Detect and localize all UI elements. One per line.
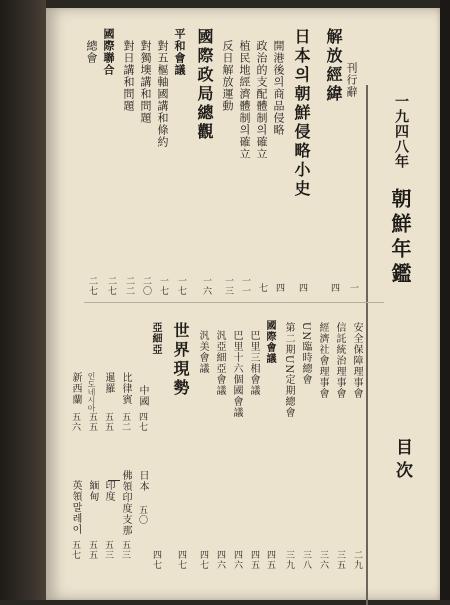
toc-entry[interactable]: 인도네시아 [87,372,96,412]
toc-section[interactable]: 國際政局總觀 [195,28,214,142]
toc-page: 三五 [335,550,345,570]
toc-page: 三九 [284,550,294,570]
toc-section[interactable]: 國際聯合 [102,28,115,76]
toc-page: 四七 [137,412,147,432]
toc-page: 五五 [103,412,113,432]
toc-entry[interactable]: 巴里十六個國會議 [231,330,242,418]
toc-page: 三八 [301,550,311,570]
toc-page: 四六 [215,550,225,570]
toc-section[interactable]: 世界現勢 [171,322,190,398]
book-spine [0,0,46,600]
toc-entry[interactable]: 印度 [103,480,114,502]
toc-page: 二七 [106,276,116,296]
toc-entry[interactable]: 安全保障理事會 [351,322,362,399]
toc-entry[interactable]: 佛領印度支那 [120,470,131,536]
toc-entry[interactable]: 總會 [85,40,98,64]
toc-page: 一 [348,283,358,293]
toc-page: 二七 [87,276,97,296]
page-edge-shadow [440,0,450,600]
toc-entry[interactable]: 開港後의商品侵略 [272,40,285,136]
toc-entry[interactable]: 信託統治理事會 [334,322,345,399]
toc-page: 五五 [87,412,97,432]
toc-entry[interactable]: 緬甸 [87,480,98,502]
toc-page: 四五 [249,550,259,570]
toc-page: 五二 [120,412,130,432]
toc-entry[interactable]: 中國 [137,385,148,407]
toc-page: 二〇 [141,276,151,296]
toc-page: 四七 [151,550,161,570]
toc-entry[interactable]: 比律賓 [120,372,131,405]
edition-year: 一九四八年 [393,94,409,169]
contents-heading: 目次 [392,438,412,484]
toc-entry[interactable]: 經濟社會理事會 [317,322,328,399]
toc-entry[interactable]: 汎美會議 [197,330,208,374]
toc-page: 三六 [318,550,328,570]
toc-page: 五三 [120,540,130,560]
toc-entry[interactable]: 汎亞細亞會議 [214,330,225,396]
toc-section[interactable]: 日本의朝鮮侵略小史 [292,28,311,199]
toc-entry[interactable]: 英領말레이 [70,480,81,535]
toc-entry[interactable]: 日本 [137,470,148,492]
toc-page: 五三 [103,540,113,560]
toc-page: 二二 [124,276,134,296]
toc-page: 四 [329,283,339,293]
toc-entry[interactable]: 新西蘭 [70,372,81,405]
toc-page: 五六 [70,412,80,432]
toc-entry[interactable]: 對五樞軸國講和條約 [156,40,169,148]
toc-entry[interactable]: 暹羅 [103,372,114,394]
toc-section[interactable]: 亞細亞 [150,322,161,355]
toc-page: 一七 [176,276,186,296]
toc-entry[interactable]: 政治的支配體制의確立 [255,40,268,160]
toc-entry[interactable]: 刊行辭 [345,62,358,98]
toc-section[interactable]: 平和會議 [173,28,186,76]
toc-page: 一六 [201,276,211,296]
toc-page: 一七 [158,276,168,296]
toc-page: 一三 [223,276,233,296]
toc-entry[interactable]: 巴里三相會議 [248,330,259,396]
book-title: 朝鮮年鑑 [388,188,412,288]
toc-entry[interactable]: 第二期UN定期總會 [283,322,294,419]
toc-section[interactable]: 國際會議 [264,320,275,364]
toc-page: 七 [257,283,267,293]
section-divider [84,302,384,303]
toc-page: 五七 [70,540,80,560]
toc-page: 四七 [176,550,186,570]
toc-page: 五五 [87,540,97,560]
toc-page: 五〇 [137,505,147,525]
toc-page: 二九 [352,550,362,570]
toc-page: 四六 [232,550,242,570]
toc-page: 四五 [265,550,275,570]
toc-page: 四 [297,283,307,293]
toc-entry[interactable]: 植民地經濟體制의確立 [238,40,251,160]
toc-page: 四七 [198,550,208,570]
toc-section[interactable]: 解放經緯 [324,28,343,104]
toc-page: 四 [274,283,284,293]
toc-page: 一一 [240,276,250,296]
toc-entry[interactable]: 反日解放運動 [221,40,234,112]
toc-entry[interactable]: 對日講和問題 [122,40,135,112]
page-mark [108,480,120,481]
toc-entry[interactable]: 對獨墺講和問題 [139,40,152,124]
toc-entry[interactable]: UN臨時總會 [300,322,311,386]
